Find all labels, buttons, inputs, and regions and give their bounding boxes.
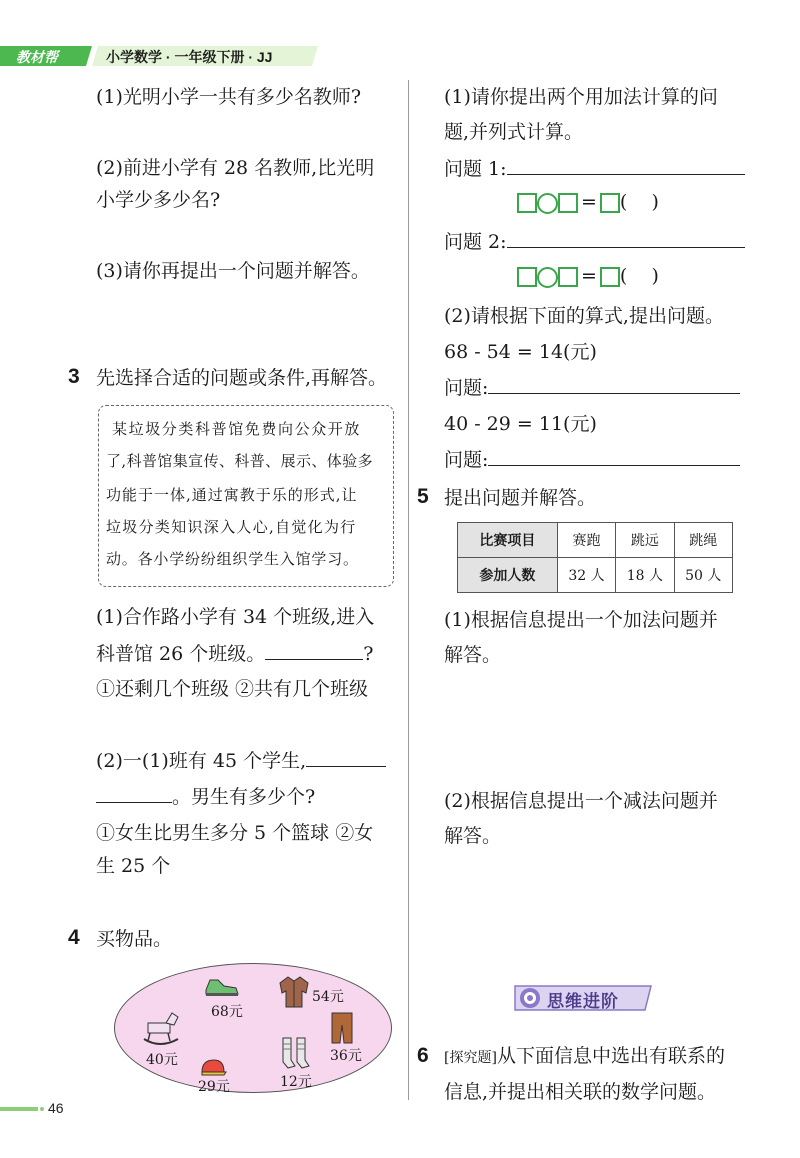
answer-box[interactable] (517, 267, 537, 287)
table-cell: 跳远 (616, 523, 674, 558)
table-cell: 18 人 (616, 558, 674, 593)
q3-info-line: 垃圾分类知识深入人心,自觉化为行 (106, 518, 357, 536)
socks-icon (280, 1036, 312, 1070)
q3-part1-line1: (1)合作路小学有 34 个班级,进入 (96, 606, 375, 628)
problem2-label: 问题 2: (444, 231, 507, 253)
q3-part1-blank[interactable] (265, 641, 363, 660)
header-bar (0, 44, 330, 68)
q4-number: 4 (68, 926, 80, 949)
problem2-row (444, 228, 745, 256)
q5-part2-line1: (2)根据信息提出一个减法问题并 (444, 790, 718, 812)
shoes-icon (204, 976, 240, 998)
q3-part2-options-line1: ①女生比男生多分 5 个篮球 ②女 (96, 822, 374, 844)
equals-sign: = (581, 191, 597, 213)
page-number: 46 (48, 1100, 64, 1116)
price-pants: 36元 (330, 1048, 362, 1064)
q3-part2-options-line2: 生 25 个 (96, 855, 171, 877)
q6-text1: 从下面信息中选出有联系的 (496, 1045, 725, 1067)
table-row (458, 558, 733, 593)
answer-box[interactable] (558, 193, 578, 213)
footer-stripe (0, 1107, 38, 1111)
table-cell: 参加人数 (458, 558, 558, 593)
answer-box[interactable] (517, 193, 537, 213)
problem1-label: 问题 1: (444, 158, 507, 180)
r-q4-part1-line1: (1)请你提出两个用加法计算的问 (444, 86, 718, 108)
cap-icon (198, 1058, 228, 1076)
q6-line2: 信息,并提出相关联的数学问题。 (444, 1081, 717, 1103)
q3-info-line: 功能于一体,通过寓教于乐的形式,让 (106, 486, 358, 504)
q3-part2-text: (2)一(1)班有 45 个学生, (96, 750, 307, 772)
q6-number: 6 (417, 1044, 429, 1067)
table-header-row (458, 523, 733, 558)
question-label: 问题: (444, 449, 489, 471)
r-q4-part1-line2: 题,并列式计算。 (444, 121, 584, 143)
q5-part2-line2: 解答。 (444, 825, 502, 847)
q3-part2-line2 (96, 783, 315, 811)
table-cell: 50 人 (674, 558, 732, 593)
q5-title: 提出问题并解答。 (444, 487, 597, 509)
q3-part2-blank-a[interactable] (306, 748, 386, 767)
q3-info-line: 了,科普馆集宣传、科普、展示、体验多 (106, 452, 373, 470)
question-blank-1[interactable] (488, 375, 740, 394)
question-label: 问题: (444, 377, 489, 399)
column-divider (408, 80, 409, 1100)
jacket-icon (278, 975, 310, 1009)
competition-table (457, 522, 733, 593)
q3-number: 3 (68, 365, 80, 388)
problem1-row (444, 155, 745, 183)
table-cell: 比赛项目 (458, 523, 558, 558)
table-cell: 32 人 (557, 558, 615, 593)
pants-icon (330, 1011, 354, 1045)
q3-part2-line1 (96, 747, 386, 775)
price-shoes: 68元 (211, 1004, 243, 1020)
question-blank-2[interactable] (488, 447, 740, 466)
section-banner (511, 984, 655, 1012)
q3-title: 先选择合适的问题或条件,再解答。 (96, 367, 388, 389)
table-cell: 跳绳 (674, 523, 732, 558)
price-socks: 12元 (280, 1074, 312, 1090)
price-rocking-horse: 40元 (146, 1052, 178, 1068)
header-badge: 教材帮 (16, 49, 58, 65)
answer-box[interactable] (600, 193, 620, 213)
q2-sub2-line1: (2)前进小学有 28 名教师,比光明 (96, 157, 375, 179)
q3-info-line: 动。各小学纷纷组织学生入馆学习。 (106, 550, 359, 568)
q3-part1-text: 科普馆 26 个班级。 (96, 643, 266, 665)
q2-sub3: (3)请你再提出一个问题并解答。 (96, 260, 370, 282)
q5-part1-line1: (1)根据信息提出一个加法问题并 (444, 609, 718, 631)
q3-part1-line2 (96, 640, 373, 668)
q5-part1-line2: 解答。 (444, 644, 502, 666)
answer-box[interactable] (600, 267, 620, 287)
book-title: 小学数学 · 一年级下册 · JJ (106, 49, 273, 65)
medal-icon (519, 987, 541, 1009)
price-jacket: 54元 (312, 989, 344, 1005)
unit-paren: ( ) (619, 265, 659, 287)
rocking-horse-icon (136, 1009, 184, 1049)
operator-circle[interactable] (537, 267, 558, 288)
q6-line1 (444, 1042, 725, 1072)
q4-title: 买物品。 (96, 928, 173, 950)
operator-circle[interactable] (537, 193, 558, 214)
unit-paren: ( ) (619, 191, 659, 213)
q6-tag: [探究题] (444, 1050, 497, 1066)
q2-sub2-line2: 小学少多少名? (96, 189, 221, 211)
q5-number: 5 (417, 485, 429, 508)
equation-40-29: 40 - 29 = 11(元) (444, 413, 597, 435)
equation2-template (517, 262, 659, 290)
section-title: 思维进阶 (547, 992, 619, 1011)
q3-part2-text2: 。男生有多少个? (172, 786, 316, 808)
equation1-template (517, 188, 659, 216)
footer-dot (40, 1107, 44, 1111)
table-cell: 赛跑 (557, 523, 615, 558)
q3-part1-options: ①还剩几个班级 ②共有几个班级 (96, 678, 369, 700)
q3-info-line: 某垃圾分类科普馆免费向公众开放 (112, 420, 362, 438)
q3-part1-qmark: ? (363, 643, 374, 665)
q2-sub1: (1)光明小学一共有多少名教师? (96, 86, 362, 108)
equals-sign: = (581, 265, 597, 287)
q3-part2-blank-b[interactable] (96, 784, 172, 803)
price-cap: 29元 (198, 1079, 230, 1095)
problem1-blank[interactable] (507, 156, 745, 175)
r-q4-part2: (2)请根据下面的算式,提出问题。 (444, 305, 724, 327)
question-row-2 (444, 446, 740, 474)
question-row-1 (444, 374, 740, 402)
equation-68-54: 68 - 54 = 14(元) (444, 341, 597, 363)
answer-box[interactable] (558, 267, 578, 287)
problem2-blank[interactable] (507, 229, 745, 248)
